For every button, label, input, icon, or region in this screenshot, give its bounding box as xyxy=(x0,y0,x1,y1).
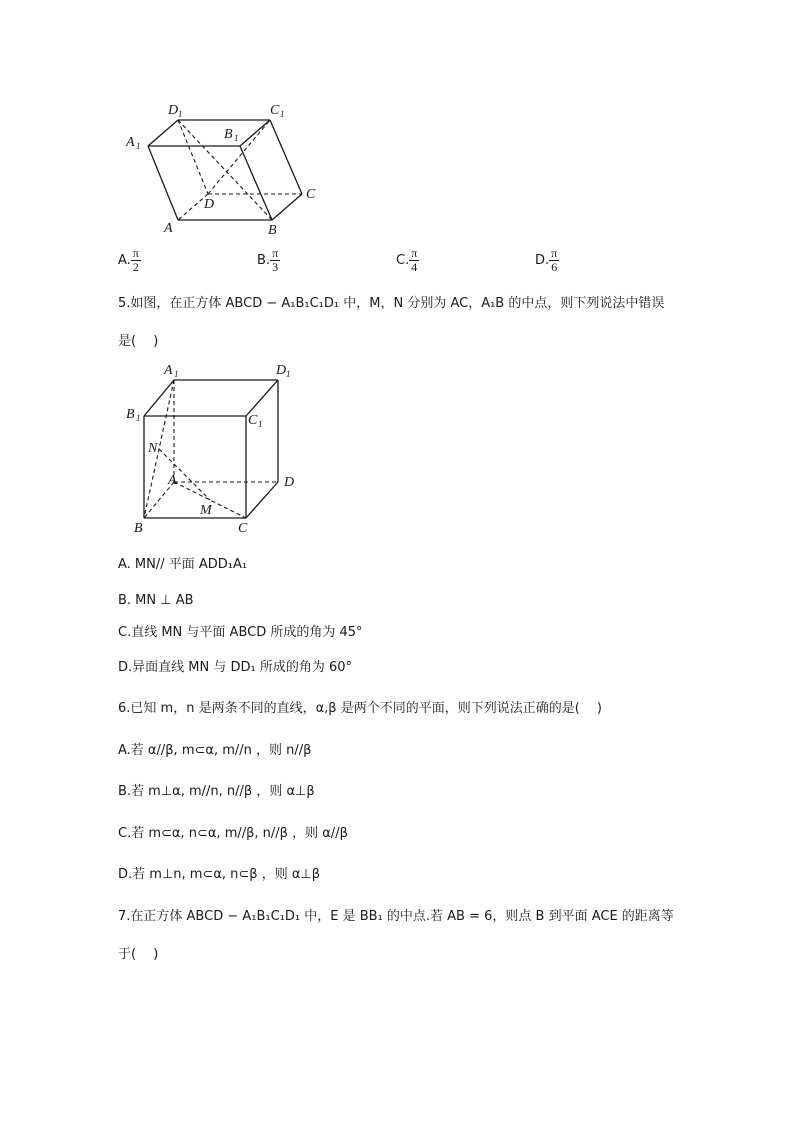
label-D1-sub: 1 xyxy=(286,369,291,379)
fraction: $\frac{\pi}{2}$ xyxy=(132,246,139,274)
label-B: B xyxy=(268,223,277,238)
label-B1-sub: 1 xyxy=(136,413,141,423)
q6-option-a: A.若 α//β, m⊂α, m//n ，则 n//β xyxy=(118,743,312,758)
label-D1: D xyxy=(168,103,179,118)
option-letter: B. xyxy=(257,252,271,268)
label-C1-sub: 1 xyxy=(258,419,263,429)
q6-option-d: D.若 m⊥n, m⊂α, n⊂β ，则 α⊥β xyxy=(118,867,321,882)
label-C1: C xyxy=(248,413,258,428)
q5-option-c: C.直线 MN 与平面 ABCD 所成的角为 45° xyxy=(118,625,363,640)
label-D1: D xyxy=(276,363,287,378)
q5-option-b: B. MN ⊥ AB xyxy=(118,593,194,608)
label-B1: B xyxy=(126,407,135,422)
label-B1-sub: 1 xyxy=(234,133,239,143)
option-letter: C. xyxy=(396,252,410,268)
cube-figure xyxy=(118,360,308,538)
label-D: D xyxy=(204,197,215,212)
fraction: $\frac{\pi}{3}$ xyxy=(272,246,279,274)
label-C: C xyxy=(306,187,316,202)
option-letter: D. xyxy=(535,252,550,268)
fraction: $\frac{\pi}{4}$ xyxy=(411,246,418,274)
label-C1: C xyxy=(270,103,280,118)
label-C: C xyxy=(238,521,248,536)
label-N: N xyxy=(148,441,158,456)
label-B: B xyxy=(134,521,143,536)
q5-stem-line2: 是( ) xyxy=(118,334,159,349)
option-letter: A. xyxy=(118,252,131,268)
q4-option-c xyxy=(396,247,419,274)
q4-option-d xyxy=(535,247,559,274)
label-M: M xyxy=(200,503,212,518)
q5-option-a: A. MN// 平面 ADD₁A₁ xyxy=(118,557,248,572)
label-D1-sub: 1 xyxy=(178,109,183,119)
q5-stem-line1: 5.如图，在正方体 ABCD − A₁B₁C₁D₁ 中，M，N 分别为 AC，A₁B 的中点，则下列说法中错误 xyxy=(118,296,665,311)
q6-option-c: C.若 m⊂α, n⊂α, m//β, n//β ，则 α//β xyxy=(118,826,348,841)
q7-stem-line2: 于( ) xyxy=(118,947,159,962)
q4-option-b xyxy=(257,247,280,274)
label-B1: B xyxy=(224,127,233,142)
label-A1: A xyxy=(126,135,135,150)
label-A1-sub: 1 xyxy=(136,141,141,151)
fraction: $\frac{\pi}{6}$ xyxy=(551,246,558,274)
label-D: D xyxy=(284,475,295,490)
q7-stem-line1: 7.在正方体 ABCD − A₁B₁C₁D₁ 中，E 是 BB₁ 的中点.若 AB = 6，则点 B 到平面 ACE 的距离等 xyxy=(118,909,674,924)
label-A1: A xyxy=(164,363,173,378)
parallelepiped-figure xyxy=(118,98,328,240)
label-A1-sub: 1 xyxy=(174,369,179,379)
q5-option-d: D.异面直线 MN 与 DD₁ 所成的角为 60° xyxy=(118,660,353,675)
label-A: A xyxy=(168,473,177,488)
label-A: A xyxy=(164,221,173,236)
label-C1-sub: 1 xyxy=(280,109,285,119)
q6-stem: 6.已知 m，n 是两条不同的直线，α,β 是两个不同的平面，则下列说法正确的是( ) xyxy=(118,701,602,716)
q6-option-b: B.若 m⊥α, m//n, n//β ，则 α⊥β xyxy=(118,784,315,799)
q4-option-a xyxy=(118,247,141,274)
